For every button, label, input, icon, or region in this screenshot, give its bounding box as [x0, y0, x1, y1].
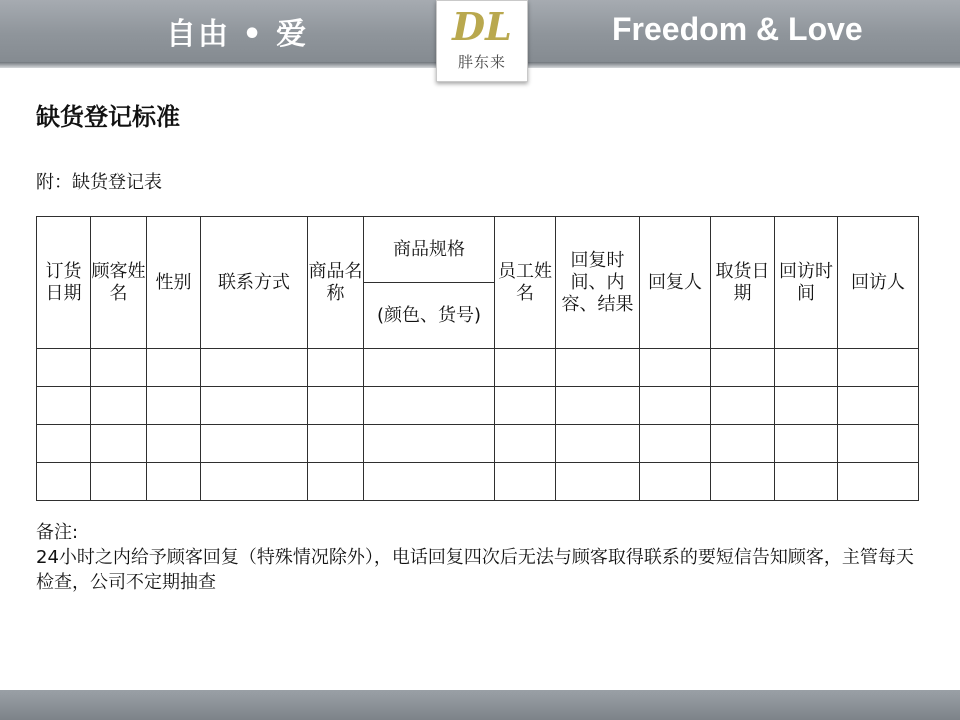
- table-cell: [495, 349, 556, 387]
- table-cell: [556, 387, 640, 425]
- header-product-name: 商品名称: [308, 217, 364, 349]
- table-row: [37, 463, 919, 501]
- table-cell: [556, 425, 640, 463]
- table-cell: [556, 463, 640, 501]
- table-cell: [838, 463, 919, 501]
- table-cell: [147, 463, 201, 501]
- table-cell: [201, 349, 308, 387]
- table-cell: [91, 425, 147, 463]
- header-replier: 回复人: [640, 217, 711, 349]
- header-visitor: 回访人: [838, 217, 919, 349]
- table-cell: [711, 425, 775, 463]
- table-cell: [91, 463, 147, 501]
- table-cell: [37, 425, 91, 463]
- table-cell: [556, 349, 640, 387]
- table-cell: [775, 387, 838, 425]
- header-visit-time: 回访时间: [775, 217, 838, 349]
- table-cell: [308, 463, 364, 501]
- table-cell: [308, 387, 364, 425]
- header-gender: 性别: [147, 217, 201, 349]
- notes-label: 备注:: [36, 522, 79, 543]
- table-cell: [640, 425, 711, 463]
- table-cell: [37, 349, 91, 387]
- table-cell: [495, 425, 556, 463]
- table-cell: [775, 349, 838, 387]
- table-cell: [364, 349, 495, 387]
- table-cell: [37, 387, 91, 425]
- table-cell: [364, 425, 495, 463]
- header-staff-name: 员工姓名: [495, 217, 556, 349]
- table-cell: [201, 463, 308, 501]
- table-cell: [201, 387, 308, 425]
- table-cell: [91, 349, 147, 387]
- table-cell: [640, 387, 711, 425]
- header-customer-name: 顾客姓名: [91, 217, 147, 349]
- table-cell: [37, 463, 91, 501]
- table-cell: [711, 387, 775, 425]
- table-cell: [308, 349, 364, 387]
- logo-text: 胖东来: [457, 53, 506, 71]
- table-cell: [147, 387, 201, 425]
- table-cell: [711, 463, 775, 501]
- table-cell: [147, 349, 201, 387]
- stockout-register-table: [36, 216, 919, 501]
- logo-mark: DL: [452, 4, 512, 49]
- table-cell: [640, 463, 711, 501]
- header-spec-detail: (颜色、货号): [364, 283, 495, 349]
- notes-section: [36, 520, 926, 595]
- slogan-english: Freedom & Love: [612, 11, 863, 47]
- table-cell: [711, 349, 775, 387]
- footer-bar: [0, 690, 960, 720]
- header-reply-info: 回复时间、内容、结果: [556, 217, 640, 349]
- header-spec: 商品规格: [364, 217, 495, 283]
- slogan-chinese: 自由 • 爱: [166, 17, 309, 52]
- page-title: 缺货登记标准: [36, 103, 180, 131]
- table-cell: [775, 425, 838, 463]
- header-pickup-date: 取货日期: [711, 217, 775, 349]
- company-logo: [436, 0, 528, 82]
- header-contact: 联系方式: [201, 217, 308, 349]
- header-order-date: 订货日期: [37, 217, 91, 349]
- table-cell: [201, 425, 308, 463]
- table-cell: [495, 387, 556, 425]
- table-cell: [364, 463, 495, 501]
- table-row: [37, 425, 919, 463]
- table-cell: [838, 425, 919, 463]
- table-cell: [308, 425, 364, 463]
- notes-text: 24小时之内给予顾客回复（特殊情况除外），电话回复四次后无法与顾客取得联系的要短信告知顾客，主管每天检查，公司不定期抽查: [36, 547, 914, 593]
- table-cell: [147, 425, 201, 463]
- table-cell: [838, 349, 919, 387]
- table-cell: [775, 463, 838, 501]
- table-cell: [364, 387, 495, 425]
- table-cell: [640, 349, 711, 387]
- table-row: [37, 387, 919, 425]
- table-row: [37, 349, 919, 387]
- form-subtitle: 附：缺货登记表: [36, 172, 162, 193]
- table-cell: [838, 387, 919, 425]
- table-cell: [495, 463, 556, 501]
- table-cell: [91, 387, 147, 425]
